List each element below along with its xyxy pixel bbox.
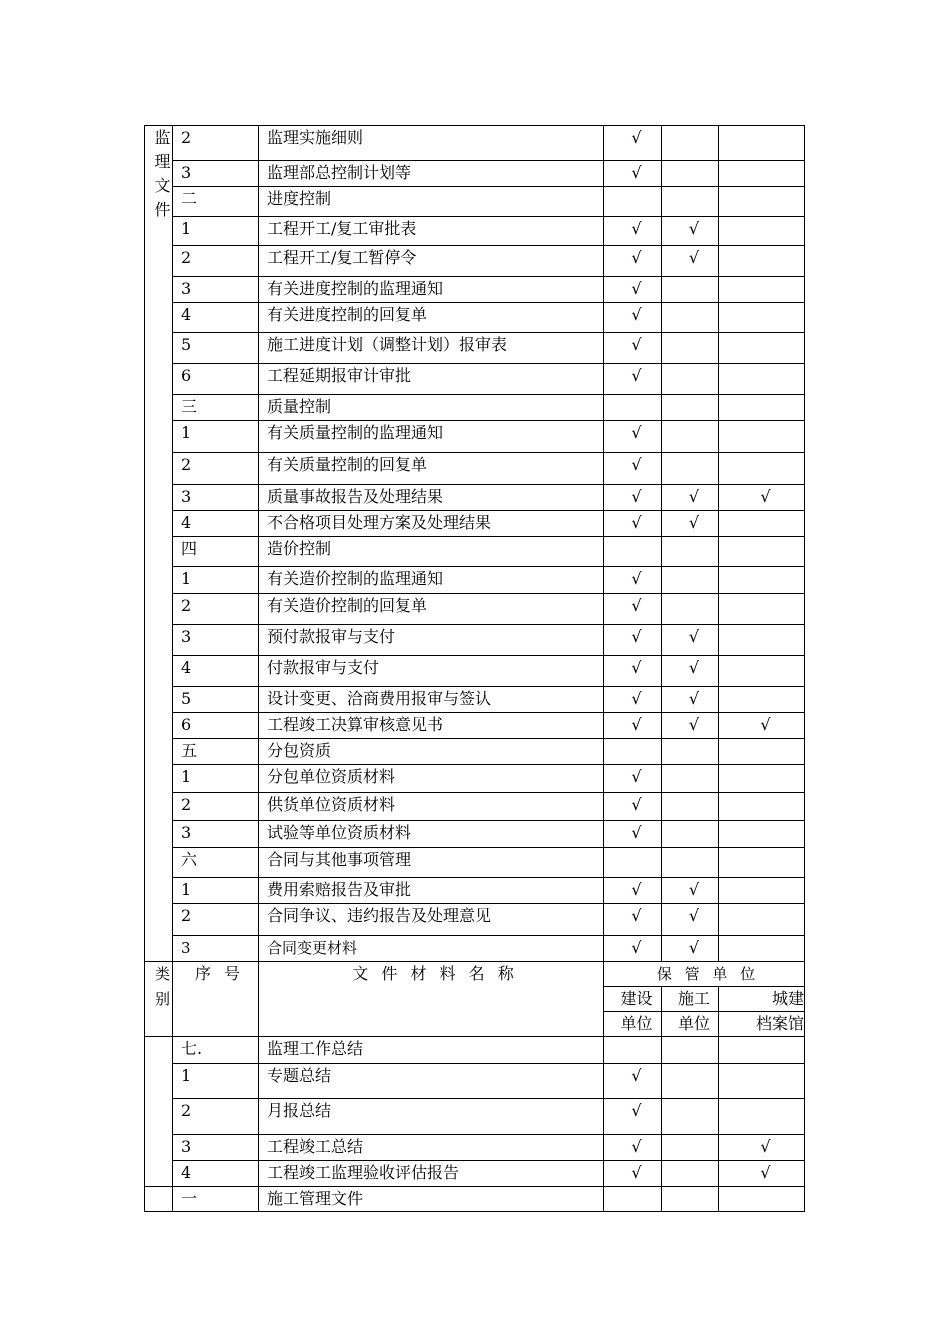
row-seq: 4 xyxy=(173,511,259,537)
checkmark-icon: √ xyxy=(631,658,642,677)
table-row xyxy=(145,421,805,453)
table-row xyxy=(145,687,805,713)
checkmark-icon: √ xyxy=(631,596,642,615)
check-construction-unit xyxy=(604,303,662,333)
row-document-name: 施工进度计划（调整计划）报审表 xyxy=(259,333,604,364)
check-construction-unit xyxy=(604,1161,662,1187)
check-contractor xyxy=(662,364,719,395)
check-construction-unit xyxy=(604,187,662,217)
check-construction-unit xyxy=(604,333,662,364)
checkmark-icon: √ xyxy=(631,128,642,147)
check-contractor xyxy=(662,485,719,511)
check-construction-unit xyxy=(604,625,662,656)
row-seq: 2 xyxy=(173,1099,259,1135)
check-construction-unit xyxy=(604,904,662,936)
check-contractor xyxy=(662,187,719,217)
check-contractor xyxy=(662,395,719,421)
table-row xyxy=(145,277,805,303)
row-seq: 5 xyxy=(173,687,259,713)
check-archive xyxy=(719,656,805,687)
table-row xyxy=(145,739,805,765)
table-row xyxy=(145,453,805,485)
table-row xyxy=(145,1099,805,1135)
row-document-name: 工程延期报审计审批 xyxy=(259,364,604,395)
table-row xyxy=(145,848,805,878)
checkmark-icon: √ xyxy=(631,1163,642,1182)
check-construction-unit xyxy=(604,793,662,821)
check-archive xyxy=(719,687,805,713)
check-archive xyxy=(719,594,805,625)
table-header xyxy=(145,962,805,1037)
table-row xyxy=(145,1161,805,1187)
check-contractor xyxy=(662,625,719,656)
row-document-name: 设计变更、洽商费用报审与签认 xyxy=(259,687,604,713)
row-document-name: 分包单位资质材料 xyxy=(259,765,604,793)
row-seq: 4 xyxy=(173,1161,259,1187)
row-seq: 六 xyxy=(173,848,259,878)
section-supervision-files xyxy=(145,126,805,962)
row-seq: 3 xyxy=(173,936,259,962)
table-row xyxy=(145,187,805,217)
check-archive xyxy=(719,511,805,537)
check-contractor xyxy=(662,246,719,277)
table-row xyxy=(145,246,805,277)
check-contractor xyxy=(662,161,719,187)
row-seq: 2 xyxy=(173,453,259,485)
table-row xyxy=(145,765,805,793)
row-document-name: 有关进度控制的回复单 xyxy=(259,303,604,333)
row-seq: 2 xyxy=(173,126,259,161)
check-contractor xyxy=(662,217,719,246)
check-archive xyxy=(719,878,805,904)
table-row xyxy=(145,594,805,625)
check-archive xyxy=(719,765,805,793)
check-construction-unit xyxy=(604,713,662,739)
row-seq: 1 xyxy=(173,217,259,246)
check-archive xyxy=(719,126,805,161)
check-archive xyxy=(719,793,805,821)
check-construction-unit xyxy=(604,739,662,765)
check-contractor xyxy=(662,1099,719,1135)
category-cell xyxy=(145,1037,173,1187)
table-row xyxy=(145,713,805,739)
row-seq: 4 xyxy=(173,656,259,687)
checkmark-icon: √ xyxy=(760,715,771,734)
checkmark-icon: √ xyxy=(760,487,771,506)
check-archive xyxy=(719,485,805,511)
checkmark-icon: √ xyxy=(631,1137,642,1156)
check-archive xyxy=(719,187,805,217)
check-construction-unit xyxy=(604,848,662,878)
check-construction-unit xyxy=(604,364,662,395)
checkmark-icon: √ xyxy=(631,767,642,786)
check-construction-unit xyxy=(604,126,662,161)
table-row xyxy=(145,485,805,511)
row-document-name: 供货单位资质材料 xyxy=(259,793,604,821)
checkmark-icon: √ xyxy=(688,487,700,506)
row-seq: 3 xyxy=(173,821,259,848)
table-row xyxy=(145,217,805,246)
table-row xyxy=(145,303,805,333)
header-seq: 序 号 xyxy=(173,962,259,1037)
row-document-name: 有关造价控制的监理通知 xyxy=(259,567,604,594)
check-archive xyxy=(719,217,805,246)
check-archive xyxy=(719,713,805,739)
row-seq: 1 xyxy=(173,567,259,594)
check-contractor xyxy=(662,1187,719,1212)
table-row xyxy=(145,656,805,687)
row-seq: 6 xyxy=(173,713,259,739)
row-seq: 3 xyxy=(173,485,259,511)
check-construction-unit xyxy=(604,656,662,687)
checkmark-icon: √ xyxy=(631,906,642,925)
check-archive xyxy=(719,1099,805,1135)
table-row xyxy=(145,567,805,594)
check-contractor xyxy=(662,537,719,567)
table-row xyxy=(145,1037,805,1064)
check-contractor xyxy=(662,1161,719,1187)
check-archive xyxy=(719,1187,805,1212)
row-document-name: 工程开工/复工暂停令 xyxy=(259,246,604,277)
check-contractor xyxy=(662,126,719,161)
checkmark-icon: √ xyxy=(631,715,642,734)
checkmark-icon: √ xyxy=(688,880,700,899)
check-contractor xyxy=(662,1037,719,1064)
row-document-name: 有关造价控制的回复单 xyxy=(259,594,604,625)
table-row xyxy=(145,793,805,821)
row-document-name: 造价控制 xyxy=(259,537,604,567)
row-document-name: 工程竣工总结 xyxy=(259,1135,604,1161)
check-construction-unit xyxy=(604,453,662,485)
table-row xyxy=(145,333,805,364)
check-archive xyxy=(719,333,805,364)
check-contractor xyxy=(662,904,719,936)
row-document-name: 监理部总控制计划等 xyxy=(259,161,604,187)
check-archive xyxy=(719,395,805,421)
header-contractor-l2: 单位 xyxy=(662,1012,719,1037)
check-contractor xyxy=(662,567,719,594)
checkmark-icon: √ xyxy=(631,627,642,646)
check-contractor xyxy=(662,821,719,848)
row-seq: 二 xyxy=(173,187,259,217)
row-seq: 1 xyxy=(173,421,259,453)
row-seq: 3 xyxy=(173,161,259,187)
checkmark-icon: √ xyxy=(688,906,700,925)
checkmark-icon: √ xyxy=(631,366,642,385)
checkmark-icon: √ xyxy=(631,880,642,899)
row-seq: 1 xyxy=(173,878,259,904)
row-seq: 4 xyxy=(173,303,259,333)
check-contractor xyxy=(662,713,719,739)
check-archive xyxy=(719,821,805,848)
category-cell: 监 理 文 件 xyxy=(145,126,173,962)
check-construction-unit xyxy=(604,821,662,848)
table-row xyxy=(145,161,805,187)
row-seq: 1 xyxy=(173,765,259,793)
row-document-name: 质量事故报告及处理结果 xyxy=(259,485,604,511)
row-document-name: 质量控制 xyxy=(259,395,604,421)
checkmark-icon: √ xyxy=(631,823,642,842)
section-construction-management xyxy=(145,1187,805,1212)
checkmark-icon: √ xyxy=(688,715,700,734)
row-document-name: 工程竣工决算审核意见书 xyxy=(259,713,604,739)
check-contractor xyxy=(662,739,719,765)
checkmark-icon: √ xyxy=(631,1066,642,1085)
checkmark-icon: √ xyxy=(631,219,642,238)
checkmark-icon: √ xyxy=(631,335,642,354)
check-contractor xyxy=(662,936,719,962)
check-construction-unit xyxy=(604,1099,662,1135)
row-document-name: 工程开工/复工审批表 xyxy=(259,217,604,246)
row-seq: 3 xyxy=(173,1135,259,1161)
check-archive xyxy=(719,1037,805,1064)
check-construction-unit xyxy=(604,421,662,453)
checkmark-icon: √ xyxy=(631,795,642,814)
check-construction-unit xyxy=(604,511,662,537)
row-seq: 3 xyxy=(173,625,259,656)
section-summary xyxy=(145,1037,805,1187)
check-contractor xyxy=(662,333,719,364)
check-construction-unit xyxy=(604,1064,662,1099)
check-archive xyxy=(719,421,805,453)
checkmark-icon: √ xyxy=(631,163,642,182)
checkmark-icon: √ xyxy=(760,1163,771,1182)
check-archive xyxy=(719,739,805,765)
row-seq: 2 xyxy=(173,793,259,821)
header-archive-l2: 档案馆 xyxy=(719,1012,805,1037)
check-construction-unit xyxy=(604,567,662,594)
check-construction-unit xyxy=(604,765,662,793)
table-row xyxy=(145,878,805,904)
checkmark-icon: √ xyxy=(688,627,700,646)
table-row xyxy=(145,1187,805,1212)
check-construction-unit xyxy=(604,878,662,904)
check-archive xyxy=(719,537,805,567)
check-construction-unit xyxy=(604,594,662,625)
checkmark-icon: √ xyxy=(688,938,700,957)
check-archive xyxy=(719,161,805,187)
row-seq: 一 xyxy=(173,1187,259,1212)
checkmark-icon: √ xyxy=(760,1137,771,1156)
row-document-name: 付款报审与支付 xyxy=(259,656,604,687)
row-document-name: 分包资质 xyxy=(259,739,604,765)
row-seq: 七. xyxy=(173,1037,259,1064)
check-construction-unit xyxy=(604,395,662,421)
check-contractor xyxy=(662,687,719,713)
check-archive xyxy=(719,303,805,333)
checkmark-icon: √ xyxy=(631,487,642,506)
check-construction-unit xyxy=(604,936,662,962)
header-name: 文 件 材 料 名 称 xyxy=(259,962,604,1037)
checkmark-icon: √ xyxy=(688,219,700,238)
row-document-name: 费用索赔报告及审批 xyxy=(259,878,604,904)
checkmark-icon: √ xyxy=(688,689,700,708)
check-contractor xyxy=(662,421,719,453)
table-row xyxy=(145,821,805,848)
row-document-name: 进度控制 xyxy=(259,187,604,217)
check-contractor xyxy=(662,594,719,625)
check-archive xyxy=(719,1135,805,1161)
check-archive xyxy=(719,364,805,395)
category-cell xyxy=(145,1187,173,1212)
check-contractor xyxy=(662,453,719,485)
row-seq: 3 xyxy=(173,277,259,303)
check-construction-unit xyxy=(604,1135,662,1161)
table-row xyxy=(145,511,805,537)
table-row xyxy=(145,1064,805,1099)
table-row xyxy=(145,537,805,567)
row-document-name: 不合格项目处理方案及处理结果 xyxy=(259,511,604,537)
row-document-name: 有关质量控制的监理通知 xyxy=(259,421,604,453)
checkmark-icon: √ xyxy=(631,423,642,442)
row-document-name: 工程竣工监理验收评估报告 xyxy=(259,1161,604,1187)
header-custody: 保 管 单 位 xyxy=(604,962,805,987)
check-archive xyxy=(719,246,805,277)
row-seq: 5 xyxy=(173,333,259,364)
archive-table xyxy=(144,125,805,1212)
row-seq: 四 xyxy=(173,537,259,567)
row-document-name: 合同变更材料 xyxy=(259,936,604,962)
check-contractor xyxy=(662,1064,719,1099)
check-contractor xyxy=(662,303,719,333)
header-contractor-l1: 施工 xyxy=(662,987,719,1012)
row-seq: 6 xyxy=(173,364,259,395)
checkmark-icon: √ xyxy=(631,1101,642,1120)
check-archive xyxy=(719,567,805,594)
check-construction-unit xyxy=(604,1187,662,1212)
row-document-name: 预付款报审与支付 xyxy=(259,625,604,656)
checkmark-icon: √ xyxy=(631,305,642,324)
check-contractor xyxy=(662,878,719,904)
row-document-name: 月报总结 xyxy=(259,1099,604,1135)
header-category: 类 别 xyxy=(145,962,173,1037)
check-contractor xyxy=(662,1135,719,1161)
row-document-name: 试验等单位资质材料 xyxy=(259,821,604,848)
check-archive xyxy=(719,936,805,962)
header-construction-unit-l2: 单位 xyxy=(604,1012,662,1037)
check-archive xyxy=(719,1064,805,1099)
checkmark-icon: √ xyxy=(688,513,700,532)
check-construction-unit xyxy=(604,246,662,277)
table-row xyxy=(145,625,805,656)
table-row xyxy=(145,126,805,161)
row-seq: 2 xyxy=(173,594,259,625)
row-document-name: 专题总结 xyxy=(259,1064,604,1099)
table-row xyxy=(145,936,805,962)
header-construction-unit-l1: 建设 xyxy=(604,987,662,1012)
check-contractor xyxy=(662,848,719,878)
checkmark-icon: √ xyxy=(631,569,642,588)
check-archive xyxy=(719,904,805,936)
checkmark-icon: √ xyxy=(631,455,642,474)
table-row xyxy=(145,364,805,395)
check-archive xyxy=(719,1161,805,1187)
checkmark-icon: √ xyxy=(631,513,642,532)
table-row xyxy=(145,904,805,936)
row-document-name: 合同与其他事项管理 xyxy=(259,848,604,878)
check-construction-unit xyxy=(604,687,662,713)
check-contractor xyxy=(662,511,719,537)
check-archive xyxy=(719,453,805,485)
check-construction-unit xyxy=(604,537,662,567)
checkmark-icon: √ xyxy=(631,938,642,957)
row-document-name: 有关质量控制的回复单 xyxy=(259,453,604,485)
check-contractor xyxy=(662,277,719,303)
check-contractor xyxy=(662,765,719,793)
checkmark-icon: √ xyxy=(631,279,642,298)
check-archive xyxy=(719,848,805,878)
row-document-name: 监理实施细则 xyxy=(259,126,604,161)
checkmark-icon: √ xyxy=(631,248,642,267)
row-document-name: 合同争议、违约报告及处理意见 xyxy=(259,904,604,936)
check-archive xyxy=(719,625,805,656)
check-construction-unit xyxy=(604,277,662,303)
table-row xyxy=(145,1135,805,1161)
row-seq: 1 xyxy=(173,1064,259,1099)
check-construction-unit xyxy=(604,217,662,246)
row-seq: 三 xyxy=(173,395,259,421)
check-construction-unit xyxy=(604,1037,662,1064)
checkmark-icon: √ xyxy=(688,658,700,677)
check-contractor xyxy=(662,793,719,821)
check-construction-unit xyxy=(604,161,662,187)
row-document-name: 有关进度控制的监理通知 xyxy=(259,277,604,303)
checkmark-icon: √ xyxy=(631,689,642,708)
check-archive xyxy=(719,277,805,303)
header-archive-l1: 城建 xyxy=(719,987,805,1012)
row-document-name: 监理工作总结 xyxy=(259,1037,604,1064)
row-seq: 2 xyxy=(173,904,259,936)
check-contractor xyxy=(662,656,719,687)
check-construction-unit xyxy=(604,485,662,511)
row-seq: 五 xyxy=(173,739,259,765)
row-seq: 2 xyxy=(173,246,259,277)
table-row xyxy=(145,395,805,421)
row-document-name: 施工管理文件 xyxy=(259,1187,604,1212)
checkmark-icon: √ xyxy=(688,248,700,267)
